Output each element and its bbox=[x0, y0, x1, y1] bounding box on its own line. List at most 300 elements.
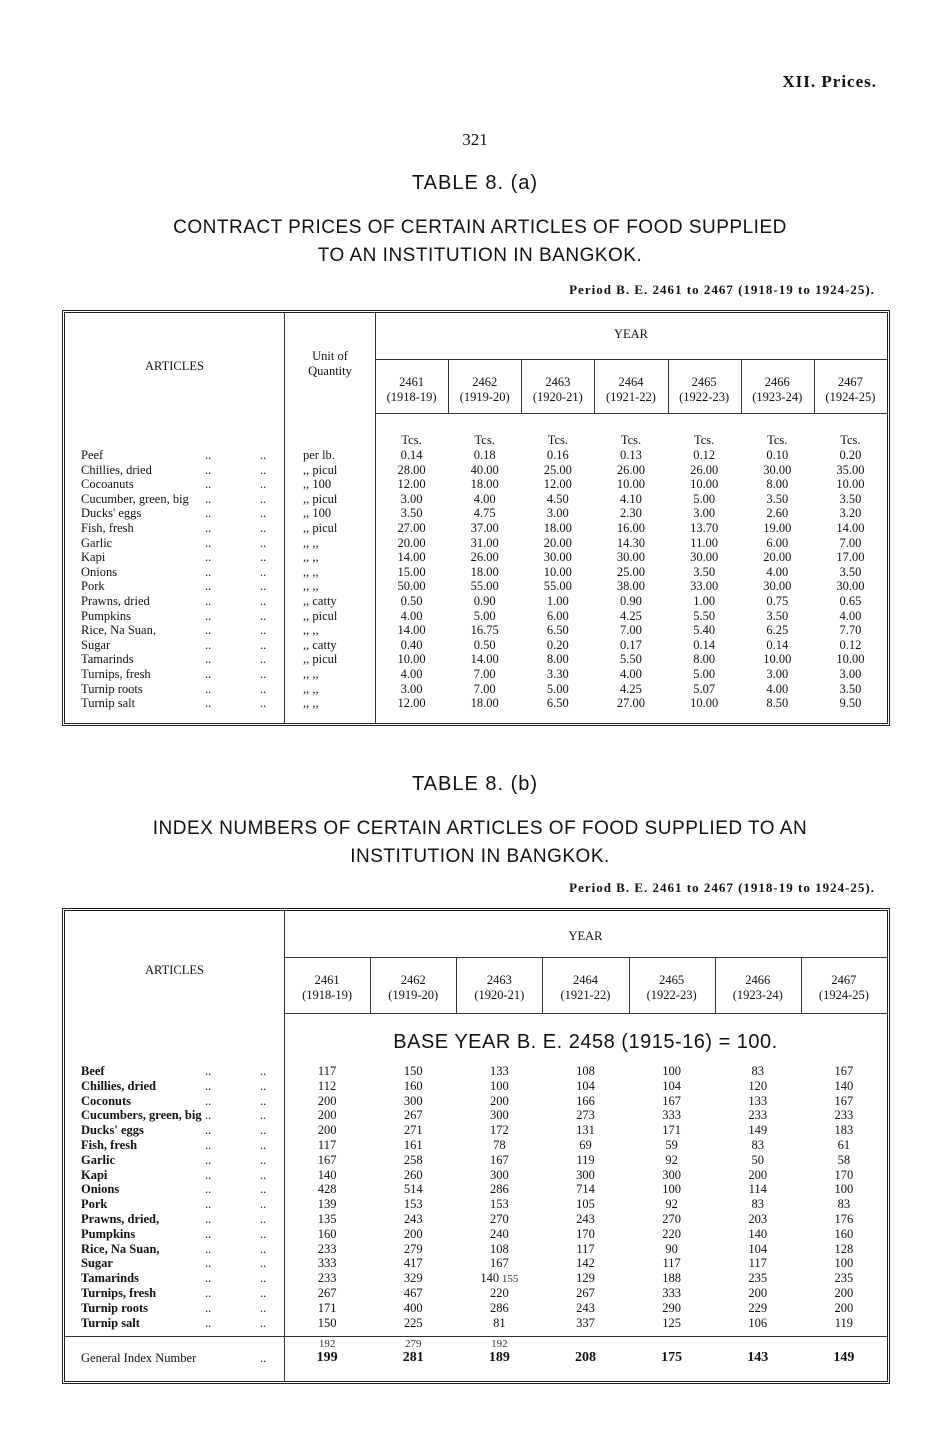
leader-dots: .. bbox=[260, 696, 267, 711]
article-name: Rice, Na Suan, bbox=[81, 1241, 160, 1256]
article-name: Kapi bbox=[81, 550, 106, 565]
price-cell: 4.00 bbox=[766, 564, 789, 579]
index-cell: 233 bbox=[748, 1108, 768, 1123]
price-cell: 30.00 bbox=[690, 550, 719, 565]
unit-value: ,, ,, bbox=[303, 696, 319, 711]
index-cell: 104 bbox=[662, 1078, 681, 1093]
price-cell: 0.10 bbox=[766, 448, 789, 462]
leader-dots: .. bbox=[205, 477, 212, 492]
price-cell: 20.00 bbox=[763, 550, 792, 565]
leader-dots: .. bbox=[260, 652, 267, 667]
leader-dots: .. bbox=[260, 1256, 267, 1271]
price-cell: 14.00 bbox=[397, 623, 426, 638]
index-cell: 167 bbox=[489, 1152, 509, 1167]
article-name: Pork bbox=[81, 579, 105, 594]
leader-dots: .. bbox=[260, 1108, 267, 1123]
year-ce: (1921-22) bbox=[560, 988, 611, 1002]
price-cell: 3.50 bbox=[839, 681, 862, 696]
year-ce: (1922-23) bbox=[646, 988, 697, 1002]
index-cell: 140 bbox=[834, 1078, 854, 1093]
article-name: Turnip salt bbox=[81, 696, 136, 711]
price-cell: 5.00 bbox=[693, 491, 716, 506]
year-be: 2461 bbox=[399, 375, 425, 389]
index-cell: 220 bbox=[662, 1226, 681, 1241]
article-name: Garlic bbox=[81, 1152, 116, 1167]
price-cell: 13.70 bbox=[690, 521, 719, 535]
index-cell: 171 bbox=[317, 1300, 337, 1315]
index-cell: 286 bbox=[489, 1182, 509, 1197]
leader-dots: .. bbox=[260, 667, 267, 681]
index-cell: 129 bbox=[576, 1271, 595, 1286]
leader-dots: .. bbox=[260, 477, 267, 492]
index-cell: 514 bbox=[403, 1182, 423, 1197]
general-index-value: 208 bbox=[574, 1350, 596, 1365]
price-cell: 3.50 bbox=[839, 491, 862, 506]
index-cell: 203 bbox=[748, 1212, 768, 1226]
price-cell: 6.00 bbox=[546, 608, 569, 623]
price-cell: 30.00 bbox=[836, 579, 865, 594]
unit-value: ,, ,, bbox=[303, 667, 319, 681]
price-cell: 7.00 bbox=[473, 681, 496, 696]
price-cell: 11.00 bbox=[690, 535, 718, 550]
leader-dots: .. bbox=[205, 1093, 212, 1108]
leader-dots: .. bbox=[260, 1271, 267, 1286]
article-name: Fish, fresh bbox=[81, 1138, 138, 1152]
article-name: Sugar bbox=[81, 637, 111, 652]
currency-label: Tcs. bbox=[474, 433, 495, 447]
general-index-value: 189 bbox=[488, 1350, 510, 1365]
price-cell: 25.00 bbox=[616, 564, 646, 579]
index-cell: 104 bbox=[748, 1241, 768, 1256]
index-cell: 117 bbox=[576, 1241, 595, 1256]
index-cell: 83 bbox=[751, 1138, 765, 1152]
price-cell: 3.00 bbox=[400, 681, 423, 696]
index-cell: 117 bbox=[317, 1064, 337, 1078]
articles-header-b: ARTICLES bbox=[145, 963, 204, 977]
table-a-subtitle-line2: TO AN INSTITUTION IN BANGKOK. bbox=[317, 245, 643, 266]
handwritten-note: 279 bbox=[404, 1338, 422, 1350]
price-cell: 7.00 bbox=[839, 535, 862, 550]
price-cell: 0.12 bbox=[839, 637, 862, 652]
year-be: 2461 bbox=[314, 973, 340, 987]
price-cell: 0.65 bbox=[839, 594, 862, 608]
unit-value: ,, ,, bbox=[303, 535, 319, 550]
price-cell: 1.00 bbox=[546, 594, 569, 608]
index-cell: 200 bbox=[403, 1226, 423, 1241]
index-cell: 172 bbox=[489, 1123, 509, 1138]
unit-value: ,, 100 bbox=[303, 477, 332, 492]
price-cell: 14.00 bbox=[470, 652, 499, 667]
leader-dots: .. bbox=[260, 579, 267, 594]
price-cell: 14.30 bbox=[616, 535, 646, 550]
unit-value: ,, picul bbox=[303, 521, 338, 535]
index-cell: 290 bbox=[662, 1300, 681, 1315]
index-cell: 183 bbox=[834, 1123, 854, 1138]
index-cell: 119 bbox=[576, 1152, 595, 1167]
index-cell: 100 bbox=[662, 1064, 681, 1078]
index-cell: 270 bbox=[489, 1212, 509, 1226]
price-cell: 5.50 bbox=[693, 608, 716, 623]
index-cell: 200 bbox=[834, 1300, 854, 1315]
general-index-value: 175 bbox=[661, 1350, 683, 1365]
leader-dots: .. bbox=[260, 1241, 267, 1256]
index-cell: 300 bbox=[662, 1167, 681, 1182]
price-cell: 4.25 bbox=[620, 608, 642, 623]
price-cell: 16.75 bbox=[470, 623, 499, 638]
index-cell: 258 bbox=[403, 1152, 423, 1167]
price-cell: 8.00 bbox=[546, 652, 569, 667]
index-cell: 176 bbox=[834, 1212, 854, 1226]
price-cell: 17.00 bbox=[836, 550, 865, 565]
year-ce: (1918-19) bbox=[302, 988, 353, 1002]
index-cell: 260 bbox=[403, 1167, 423, 1182]
price-cell: 4.75 bbox=[473, 506, 496, 521]
unit-value: ,, ,, bbox=[303, 579, 319, 594]
index-cell: 233 bbox=[834, 1108, 854, 1123]
index-cell: 140 bbox=[748, 1226, 768, 1241]
price-cell: 8.00 bbox=[766, 477, 789, 492]
price-cell: 0.13 bbox=[620, 448, 642, 462]
price-cell: 0.90 bbox=[620, 594, 642, 608]
price-cell: 26.00 bbox=[470, 550, 499, 565]
article-name: Coconuts bbox=[81, 1093, 132, 1108]
price-cell: 18.00 bbox=[470, 564, 499, 579]
price-cell: 28.00 bbox=[397, 462, 426, 477]
price-cell: 5.07 bbox=[693, 681, 716, 696]
index-cell: 271 bbox=[403, 1123, 423, 1138]
leader-dots: .. bbox=[205, 1212, 212, 1226]
price-cell: 18.00 bbox=[470, 696, 499, 711]
index-cell: 106 bbox=[748, 1315, 768, 1330]
leader-dots: .. bbox=[205, 623, 212, 638]
price-cell: 10.00 bbox=[836, 652, 865, 667]
index-cell: 714 bbox=[576, 1182, 595, 1197]
index-cell: 240 bbox=[489, 1226, 509, 1241]
table-a bbox=[62, 310, 890, 726]
index-cell: 167 bbox=[317, 1152, 337, 1167]
article-name: Turnips, fresh bbox=[81, 1286, 157, 1300]
price-cell: 4.00 bbox=[766, 681, 789, 696]
leader-dots: .. bbox=[205, 521, 212, 535]
price-cell: 19.00 bbox=[763, 521, 792, 535]
index-cell: 117 bbox=[317, 1138, 337, 1152]
unit-value: ,, ,, bbox=[303, 550, 319, 565]
price-cell: 4.00 bbox=[620, 667, 642, 681]
leader-dots: .. bbox=[205, 1064, 212, 1078]
leader-dots: .. bbox=[260, 1182, 267, 1197]
leader-dots: .. bbox=[260, 1315, 267, 1330]
index-cell: 229 bbox=[748, 1300, 768, 1315]
price-cell: 7.70 bbox=[839, 623, 862, 638]
index-cell: 117 bbox=[662, 1256, 681, 1271]
year-be: 2466 bbox=[745, 973, 771, 987]
base-year-note: BASE YEAR B. E. 2458 (1915-16) = 100. bbox=[393, 1031, 778, 1053]
price-cell: 14.00 bbox=[836, 521, 865, 535]
leader-dots: .. bbox=[260, 1286, 267, 1300]
leader-dots: .. bbox=[260, 1093, 267, 1108]
leader-dots: .. bbox=[205, 462, 212, 477]
handwritten-note: 155 bbox=[499, 1273, 519, 1286]
price-cell: 4.00 bbox=[839, 608, 862, 623]
article-name: Chillies, dried bbox=[81, 462, 152, 477]
index-cell: 243 bbox=[576, 1300, 595, 1315]
table-a-period: Period B. E. 2461 to 2467 (1918-19 to 1924-25). bbox=[569, 282, 875, 297]
price-cell: 0.17 bbox=[620, 637, 642, 652]
price-cell: 1.00 bbox=[693, 594, 716, 608]
price-cell: 18.00 bbox=[543, 521, 572, 535]
leader-dots: .. bbox=[260, 1078, 267, 1093]
index-cell: 100 bbox=[834, 1182, 854, 1197]
price-cell: 33.00 bbox=[690, 579, 719, 594]
article-name: Beef bbox=[81, 1064, 105, 1078]
article-name: Pumpkins bbox=[81, 1226, 136, 1241]
index-cell: 243 bbox=[403, 1212, 423, 1226]
year-be: 2462 bbox=[400, 973, 426, 987]
leader-dots: .. bbox=[205, 1108, 212, 1123]
price-cell: 16.00 bbox=[616, 521, 646, 535]
price-cell: 30.00 bbox=[543, 550, 572, 565]
price-cell: 12.00 bbox=[397, 477, 426, 492]
index-cell: 329 bbox=[403, 1271, 423, 1286]
price-cell: 7.00 bbox=[473, 667, 496, 681]
year-ce: (1920-21) bbox=[532, 390, 583, 404]
year-be: 2467 bbox=[837, 375, 863, 389]
article-name: Turnip roots bbox=[81, 681, 143, 696]
price-cell: 0.40 bbox=[400, 637, 423, 652]
index-cell: 149 bbox=[748, 1123, 768, 1138]
price-cell: 3.50 bbox=[766, 608, 789, 623]
article-name: Rice, Na Suan, bbox=[81, 623, 156, 638]
article-name: Cucumber, green, big bbox=[81, 491, 189, 506]
index-cell: 112 bbox=[317, 1078, 337, 1093]
year-ce: (1919-20) bbox=[459, 390, 510, 404]
price-cell: 0.14 bbox=[693, 637, 716, 652]
year-ce: (1923-24) bbox=[752, 390, 803, 404]
price-cell: 18.00 bbox=[470, 477, 499, 492]
index-cell: 120 bbox=[748, 1078, 768, 1093]
price-cell: 2.60 bbox=[766, 506, 789, 521]
leader-dots: .. bbox=[260, 448, 267, 462]
price-cell: 26.00 bbox=[616, 462, 646, 477]
currency-label: Tcs. bbox=[693, 433, 715, 447]
price-cell: 55.00 bbox=[470, 579, 499, 594]
leader-dots: .. bbox=[205, 491, 212, 506]
index-cell: 108 bbox=[576, 1064, 595, 1078]
unit-value: ,, 100 bbox=[303, 506, 332, 521]
currency-label: Tcs. bbox=[401, 433, 422, 447]
article-name: Chillies, dried bbox=[81, 1078, 157, 1093]
table-b-subtitle-line2: INSTITUTION IN BANGKOK. bbox=[350, 846, 610, 867]
price-cell: 3.50 bbox=[693, 564, 716, 579]
index-cell: 267 bbox=[317, 1286, 337, 1300]
index-cell: 267 bbox=[403, 1108, 423, 1123]
price-cell: 40.00 bbox=[470, 462, 499, 477]
index-cell: 139 bbox=[317, 1197, 337, 1212]
article-name: Sugar bbox=[81, 1256, 113, 1271]
price-cell: 27.00 bbox=[616, 696, 646, 711]
price-cell: 9.50 bbox=[839, 696, 862, 711]
price-cell: 50.00 bbox=[397, 579, 426, 594]
article-name: Tamarinds bbox=[81, 1271, 139, 1286]
year-ce: (1921-22) bbox=[605, 390, 656, 404]
currency-label: Tcs. bbox=[547, 433, 568, 447]
index-cell: 108 bbox=[489, 1241, 509, 1256]
year-ce: (1924-25) bbox=[818, 988, 869, 1002]
article-name: Tamarinds bbox=[81, 652, 134, 667]
year-be: 2463 bbox=[486, 973, 512, 987]
price-cell: 38.00 bbox=[616, 579, 646, 594]
leader-dots: .. bbox=[205, 667, 212, 681]
leader-dots: .. bbox=[205, 696, 212, 711]
leader-dots: .. bbox=[260, 1123, 267, 1138]
index-cell: 188 bbox=[662, 1271, 681, 1286]
index-cell: 333 bbox=[317, 1256, 337, 1271]
leader-dots: .. bbox=[205, 564, 212, 579]
price-cell: 27.00 bbox=[397, 521, 426, 535]
price-cell: 3.00 bbox=[693, 506, 716, 521]
index-cell: 131 bbox=[576, 1123, 595, 1138]
article-name: Onions bbox=[81, 564, 118, 579]
articles-header: ARTICLES bbox=[145, 359, 204, 373]
price-cell: 30.00 bbox=[616, 550, 646, 565]
year-ce: (1919-20) bbox=[388, 988, 439, 1002]
price-cell: 26.00 bbox=[690, 462, 719, 477]
index-cell: 417 bbox=[403, 1256, 423, 1271]
index-cell: 200 bbox=[317, 1093, 337, 1108]
leader-dots: .. bbox=[260, 1064, 267, 1078]
table-a-title: TABLE 8. (a) bbox=[411, 172, 539, 194]
price-cell: 8.50 bbox=[766, 696, 789, 711]
leader-dots: .. bbox=[260, 608, 267, 623]
index-cell: 167 bbox=[662, 1093, 681, 1108]
leader-dots: .. bbox=[205, 448, 212, 462]
unit-value: ,, ,, bbox=[303, 564, 319, 579]
handwritten-note: 192 bbox=[318, 1338, 336, 1350]
index-cell: 333 bbox=[662, 1286, 681, 1300]
index-cell: 92 bbox=[665, 1152, 678, 1167]
section-header: XII. Prices. bbox=[782, 72, 877, 91]
price-cell: 3.50 bbox=[400, 506, 423, 521]
article-name: Kapi bbox=[81, 1167, 108, 1182]
article-name: Onions bbox=[81, 1182, 120, 1197]
year-be: 2462 bbox=[472, 375, 498, 389]
index-cell: 81 bbox=[493, 1315, 506, 1330]
article-name: Cucumbers, green, big bbox=[81, 1108, 202, 1123]
index-cell: 200 bbox=[834, 1286, 854, 1300]
price-cell: 3.00 bbox=[400, 491, 423, 506]
general-index-value: 281 bbox=[402, 1350, 424, 1365]
leader-dots: .. bbox=[205, 1123, 212, 1138]
general-index-value: 149 bbox=[833, 1350, 855, 1365]
price-cell: 6.00 bbox=[766, 535, 789, 550]
leader-dots: .. bbox=[260, 1197, 267, 1212]
leader-dots: .. bbox=[205, 1315, 212, 1330]
index-cell: 200 bbox=[317, 1123, 337, 1138]
page-number: 321 bbox=[462, 130, 488, 149]
leader-dots: .. bbox=[205, 579, 212, 594]
leader-dots: .. bbox=[260, 1138, 267, 1152]
leader-dots: .. bbox=[260, 1212, 267, 1226]
index-cell: 200 bbox=[317, 1108, 337, 1123]
leader-dots: .. bbox=[205, 637, 212, 652]
article-name: Ducks' eggs bbox=[81, 506, 142, 521]
leader-dots: .. bbox=[260, 491, 267, 506]
index-cell: 467 bbox=[403, 1286, 423, 1300]
table-b-subtitle-line1: INDEX NUMBERS OF CERTAIN ARTICLES OF FOOD SUPPLIED TO AN bbox=[152, 818, 808, 839]
price-cell: 7.00 bbox=[620, 623, 642, 638]
index-cell: 400 bbox=[403, 1300, 423, 1315]
price-cell: 5.00 bbox=[693, 667, 716, 681]
price-cell: 0.50 bbox=[400, 594, 423, 608]
price-cell: 4.50 bbox=[546, 491, 569, 506]
year-be: 2464 bbox=[572, 973, 598, 987]
unit-value: ,, picul bbox=[303, 462, 338, 477]
price-cell: 20.00 bbox=[543, 535, 572, 550]
table-b-title: TABLE 8. (b) bbox=[411, 773, 539, 795]
price-cell: 0.14 bbox=[766, 637, 789, 652]
index-cell: 83 bbox=[837, 1197, 851, 1212]
price-cell: 10.00 bbox=[763, 652, 792, 667]
year-header: YEAR bbox=[613, 327, 649, 341]
index-cell: 200 bbox=[748, 1167, 768, 1182]
price-cell: 30.00 bbox=[763, 579, 792, 594]
index-cell: 78 bbox=[493, 1138, 506, 1152]
price-cell: 4.25 bbox=[620, 681, 642, 696]
price-cell: 35.00 bbox=[836, 462, 865, 477]
index-cell: 59 bbox=[665, 1138, 678, 1152]
leader-dots: .. bbox=[205, 594, 212, 608]
leader-dots: .. bbox=[205, 1152, 212, 1167]
index-cell: 243 bbox=[576, 1212, 595, 1226]
leader-dots: .. bbox=[260, 623, 267, 638]
price-cell: 12.00 bbox=[543, 477, 572, 492]
price-cell: 0.14 bbox=[400, 448, 423, 462]
year-ce: (1923-24) bbox=[732, 988, 783, 1002]
leader-dots: .. bbox=[260, 637, 267, 652]
index-cell: 61 bbox=[837, 1138, 851, 1152]
price-cell: 3.50 bbox=[766, 491, 789, 506]
price-cell: 3.00 bbox=[546, 506, 569, 521]
leader-dots: .. bbox=[205, 681, 212, 696]
leader-dots: .. bbox=[260, 1351, 267, 1365]
leader-dots: .. bbox=[260, 681, 267, 696]
index-cell: 117 bbox=[748, 1256, 767, 1271]
leader-dots: .. bbox=[205, 1138, 212, 1152]
index-cell: 200 bbox=[748, 1286, 768, 1300]
price-cell: 14.00 bbox=[397, 550, 426, 565]
unit-value: ,, picul bbox=[303, 652, 338, 667]
price-cell: 6.50 bbox=[546, 623, 569, 638]
index-cell: 92 bbox=[665, 1197, 678, 1212]
index-cell: 135 bbox=[317, 1212, 337, 1226]
handwritten-note: 192 bbox=[491, 1338, 508, 1350]
index-cell: 286 bbox=[489, 1300, 509, 1315]
index-cell: 150 bbox=[403, 1064, 423, 1078]
index-cell: 300 bbox=[576, 1167, 595, 1182]
index-cell: 171 bbox=[662, 1123, 681, 1138]
general-index-value: 199 bbox=[316, 1350, 338, 1365]
index-cell: 128 bbox=[834, 1241, 854, 1256]
unit-value: ,, picul bbox=[303, 491, 338, 506]
index-cell: 160 bbox=[317, 1226, 337, 1241]
price-cell: 10.00 bbox=[836, 477, 865, 492]
table-b-period: Period B. E. 2461 to 2467 (1918-19 to 1924-25). bbox=[569, 880, 875, 895]
price-cell: 3.30 bbox=[546, 667, 569, 681]
index-cell: 333 bbox=[662, 1108, 681, 1123]
price-cell: 10.00 bbox=[690, 696, 719, 711]
year-be: 2466 bbox=[764, 375, 790, 389]
unit-value: ,, ,, bbox=[303, 623, 319, 638]
